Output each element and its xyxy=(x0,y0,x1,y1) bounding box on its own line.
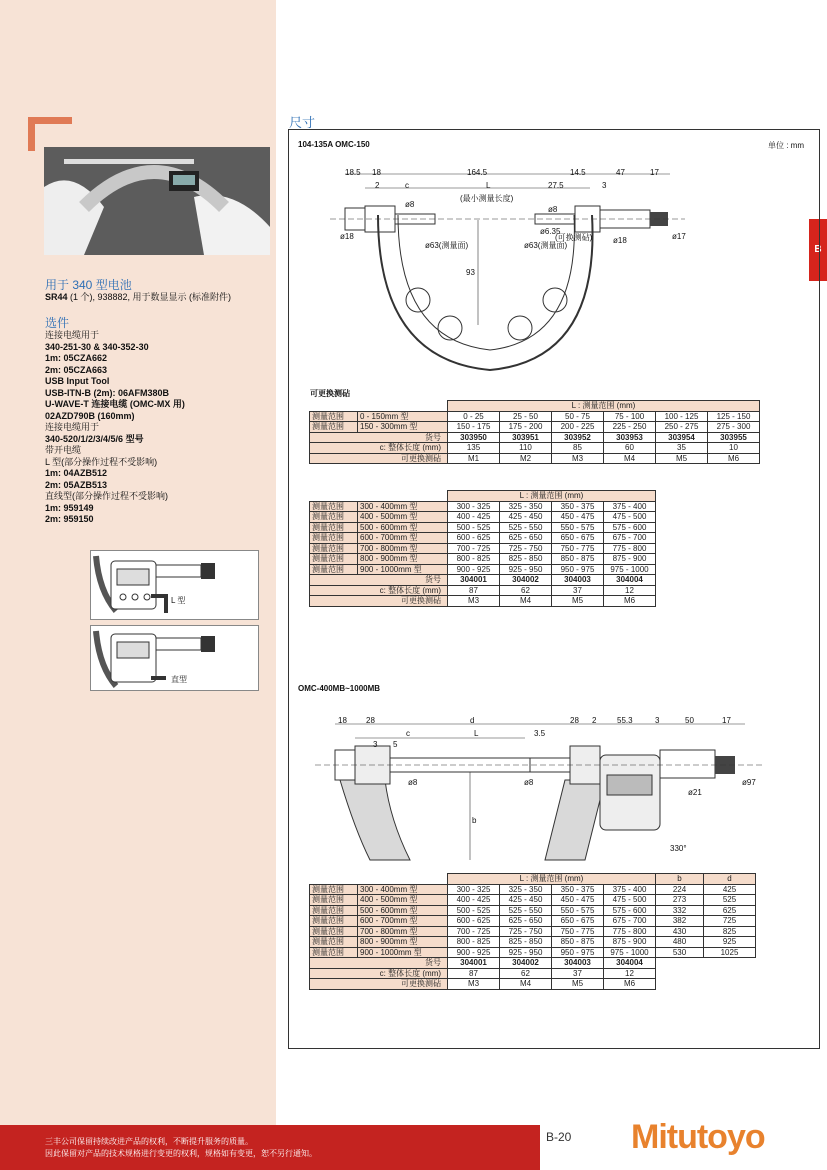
table-cell: 550 - 575 xyxy=(552,522,604,533)
table-cell: 775 - 800 xyxy=(604,926,656,937)
table-cell: M5 xyxy=(552,596,604,607)
row-label: 可更换测砧 xyxy=(310,453,448,464)
table-cell: 350 - 375 xyxy=(552,501,604,512)
option-line: USB-ITN-B (2m): 06AFM380B xyxy=(45,387,170,398)
table-cell: M3 xyxy=(448,596,500,607)
table-row xyxy=(310,432,760,443)
table-cell: M4 xyxy=(500,979,552,990)
table-cell: 304001 xyxy=(448,575,500,586)
diagram1-unit: 单位 : mm xyxy=(768,141,804,150)
row-label: 测量范围 xyxy=(310,422,358,433)
table-row xyxy=(310,958,756,969)
table-cell: 200 - 225 xyxy=(552,422,604,433)
row-label: 测量范围 xyxy=(310,564,358,575)
option-line: 1m: 959149 xyxy=(45,502,94,513)
table-cell: 60 xyxy=(604,443,656,454)
table-cell: M3 xyxy=(552,453,604,464)
row-range: 300 - 400mm 型 xyxy=(358,501,448,512)
table-row xyxy=(310,522,656,533)
table-cell: 675 - 700 xyxy=(604,533,656,544)
cable-thumbnail-straight xyxy=(90,625,259,691)
table-cell: 303951 xyxy=(500,432,552,443)
table-row xyxy=(310,554,656,565)
corner-mark xyxy=(28,117,72,151)
table-cell: 375 - 400 xyxy=(604,501,656,512)
table-cell xyxy=(310,874,358,885)
table-cell: 525 - 550 xyxy=(500,905,552,916)
table-cell: 825 xyxy=(704,926,756,937)
table-cell: 35 xyxy=(656,443,708,454)
table-cell: M6 xyxy=(604,596,656,607)
row-label: 测量范围 xyxy=(310,554,358,565)
row-range: 700 - 800mm 型 xyxy=(358,926,448,937)
table-cell: 750 - 775 xyxy=(552,926,604,937)
diagram2-model: OMC-400MB~1000MB xyxy=(298,684,381,693)
table-cell xyxy=(358,874,448,885)
table-cell: 273 xyxy=(656,895,704,906)
table-cell: M4 xyxy=(500,596,552,607)
product-photo xyxy=(44,147,270,255)
option-line: 340-251-30 & 340-352-30 xyxy=(45,341,149,352)
table-cell: 975 - 1000 xyxy=(604,947,656,958)
table-cell: 430 xyxy=(656,926,704,937)
table-cell: 975 - 1000 xyxy=(604,564,656,575)
row-range: 400 - 500mm 型 xyxy=(358,512,448,523)
diagram1-drawing xyxy=(290,160,810,385)
table-cell: 325 - 350 xyxy=(500,884,552,895)
table-cell: 475 - 500 xyxy=(604,895,656,906)
row-range: 500 - 600mm 型 xyxy=(358,522,448,533)
table-cell: 300 - 325 xyxy=(448,501,500,512)
table-row xyxy=(310,979,756,990)
row-range: 900 - 1000mm 型 xyxy=(358,564,448,575)
table-cell: 12 xyxy=(604,968,656,979)
table-cell: 575 - 600 xyxy=(604,522,656,533)
battery-text xyxy=(45,292,231,303)
row-label: 货号 xyxy=(310,958,448,969)
table-cell: 525 xyxy=(704,895,756,906)
table-cell: 87 xyxy=(448,968,500,979)
option-line: 2m: 05AZB513 xyxy=(45,479,108,490)
option-line: 2m: 05CZA663 xyxy=(45,364,108,375)
row-label: 测量范围 xyxy=(310,905,358,916)
row-label: 测量范围 xyxy=(310,411,358,422)
row-range: 900 - 1000mm 型 xyxy=(358,947,448,958)
footer-line-1: 三丰公司保留持续改进产品的权利，不断提升服务的质量。 xyxy=(45,1137,253,1146)
table-cell: 875 - 900 xyxy=(604,937,656,948)
inner-label-2: ø63(测量面) xyxy=(524,241,568,250)
battery-desc: (1 个), 938882, 用于数显显示 (标准附件) xyxy=(67,292,232,302)
table-row xyxy=(310,564,656,575)
row-label: c: 整体长度 (mm) xyxy=(310,443,448,454)
table-cell: 800 - 825 xyxy=(448,554,500,565)
table-cell: M2 xyxy=(500,453,552,464)
diagram2-drawing xyxy=(295,710,805,880)
table-cell: M6 xyxy=(708,453,760,464)
table-row xyxy=(310,926,756,937)
table-cell: 62 xyxy=(500,968,552,979)
inner-label-1: ø63(测量面) xyxy=(425,241,469,250)
table-row xyxy=(310,905,756,916)
row-range: 700 - 800mm 型 xyxy=(358,543,448,554)
section-title: 尺寸 xyxy=(289,115,316,130)
b-label: b xyxy=(472,816,477,825)
table-row xyxy=(310,947,756,958)
table-cell: 85 xyxy=(552,443,604,454)
row-range: 400 - 500mm 型 xyxy=(358,895,448,906)
row-label: 测量范围 xyxy=(310,533,358,544)
table-cell: 303954 xyxy=(656,432,708,443)
option-line: USB Input Tool xyxy=(45,376,110,386)
table-cell: M1 xyxy=(448,453,500,464)
table-row xyxy=(310,884,756,895)
table-cell: 625 xyxy=(704,905,756,916)
table-cell: 500 - 525 xyxy=(448,522,500,533)
table-cell: M4 xyxy=(604,453,656,464)
table-cell: 700 - 725 xyxy=(448,926,500,937)
option-line: 连接电缆用于 xyxy=(45,330,100,340)
table-row xyxy=(310,453,760,464)
row-range: 150 - 300mm 型 xyxy=(358,422,448,433)
table-cell: 925 - 950 xyxy=(500,564,552,575)
table-cell: 0 - 25 xyxy=(448,411,500,422)
table-header: L : 测量范围 (mm) xyxy=(448,874,656,885)
page-number: B-20 xyxy=(546,1130,572,1144)
table-cell: 10 xyxy=(708,443,760,454)
table-row xyxy=(310,543,656,554)
table-header: L : 测量范围 (mm) xyxy=(448,491,656,502)
row-range: 600 - 700mm 型 xyxy=(358,916,448,927)
anvil-table-150 xyxy=(309,400,760,464)
thumb1-label: L 型 xyxy=(171,596,186,605)
table-cell xyxy=(310,401,358,412)
row-label: 可更换测砧 xyxy=(310,979,448,990)
table-cell: 675 - 700 xyxy=(604,916,656,927)
battery-code: SR44 xyxy=(45,292,68,302)
table-row xyxy=(310,422,760,433)
table-row xyxy=(310,491,656,502)
table-cell: 500 - 525 xyxy=(448,905,500,916)
row-range: 800 - 900mm 型 xyxy=(358,554,448,565)
row-label: 可更换测砧 xyxy=(310,596,448,607)
table-cell: 304004 xyxy=(604,575,656,586)
row-range: 800 - 900mm 型 xyxy=(358,937,448,948)
table-row xyxy=(310,443,760,454)
table-cell: 275 - 300 xyxy=(708,422,760,433)
table-cell: 450 - 475 xyxy=(552,512,604,523)
table-header: b xyxy=(656,874,704,885)
angle-label: 330° xyxy=(670,844,687,853)
table-cell: 925 xyxy=(704,937,756,948)
table-cell: 62 xyxy=(500,585,552,596)
row-label: c: 整体长度 (mm) xyxy=(310,585,448,596)
table-cell: 775 - 800 xyxy=(604,543,656,554)
table-cell: 110 xyxy=(500,443,552,454)
row-label: 测量范围 xyxy=(310,947,358,958)
table-cell: 375 - 400 xyxy=(604,884,656,895)
table-cell: 224 xyxy=(656,884,704,895)
table-row xyxy=(310,411,760,422)
row-label: 测量范围 xyxy=(310,522,358,533)
table-row xyxy=(310,874,756,885)
table-cell: 625 - 650 xyxy=(500,916,552,927)
table-cell: 87 xyxy=(448,585,500,596)
table-cell: 950 - 975 xyxy=(552,947,604,958)
option-line: 连接电缆用于 xyxy=(45,422,100,432)
table-row xyxy=(310,968,756,979)
table-header: L : 测量范围 (mm) xyxy=(448,401,760,412)
table-cell: M6 xyxy=(604,979,656,990)
row-range: 0 - 150mm 型 xyxy=(358,411,448,422)
table-row xyxy=(310,596,656,607)
row-range: 600 - 700mm 型 xyxy=(358,533,448,544)
table-cell: 450 - 475 xyxy=(552,895,604,906)
table-header: d xyxy=(704,874,756,885)
option-line: U-WAVE-T 连接电缆 (OMC-MX 用) xyxy=(45,399,185,409)
option-line: 2m: 959150 xyxy=(45,514,94,524)
option-line: 1m: 04AZB512 xyxy=(45,468,108,478)
row-label: 测量范围 xyxy=(310,501,358,512)
table-cell: 925 - 950 xyxy=(500,947,552,958)
option-line: 带开电缆 xyxy=(45,445,82,455)
row-label: 测量范围 xyxy=(310,926,358,937)
table-cell: 300 - 325 xyxy=(448,884,500,895)
table-cell: 550 - 575 xyxy=(552,905,604,916)
anvil-table-1000 xyxy=(309,490,656,607)
table-row xyxy=(310,575,656,586)
mitutoyo-logo: Mitutoyo xyxy=(631,1118,765,1156)
table-cell: 303952 xyxy=(552,432,604,443)
options-heading: 选件 xyxy=(45,316,70,330)
table-cell: 250 - 275 xyxy=(656,422,708,433)
table-cell: 525 - 550 xyxy=(500,522,552,533)
table-cell: 700 - 725 xyxy=(448,543,500,554)
table-cell: 332 xyxy=(656,905,704,916)
table-cell: 825 - 850 xyxy=(500,937,552,948)
anvil-table-mb xyxy=(309,873,756,990)
table-cell: 12 xyxy=(604,585,656,596)
table-cell: M5 xyxy=(656,453,708,464)
row-label: 测量范围 xyxy=(310,937,358,948)
table-cell: 304003 xyxy=(552,575,604,586)
table-cell: 800 - 825 xyxy=(448,937,500,948)
table-cell xyxy=(358,491,448,502)
table-cell: 400 - 425 xyxy=(448,895,500,906)
table-cell: 304002 xyxy=(500,575,552,586)
table-cell xyxy=(358,401,448,412)
table-row xyxy=(310,916,756,927)
table-cell: 304002 xyxy=(500,958,552,969)
table-cell: 75 - 100 xyxy=(604,411,656,422)
table-cell: 303953 xyxy=(604,432,656,443)
table-row xyxy=(310,585,656,596)
table-row xyxy=(310,401,760,412)
table-cell: 303950 xyxy=(448,432,500,443)
row-range: 300 - 400mm 型 xyxy=(358,884,448,895)
inner-label-3: ø6.35 xyxy=(540,227,561,236)
table-cell xyxy=(310,491,358,502)
table-cell: 150 - 175 xyxy=(448,422,500,433)
option-line: 02AZD790B (160mm) xyxy=(45,410,135,421)
row-range: 500 - 600mm 型 xyxy=(358,905,448,916)
table-cell: 725 xyxy=(704,916,756,927)
table-cell: 325 - 350 xyxy=(500,501,552,512)
table-cell: 725 - 750 xyxy=(500,926,552,937)
thumb2-label: 直型 xyxy=(171,675,187,684)
table-cell: 382 xyxy=(656,916,704,927)
table-cell: 25 - 50 xyxy=(500,411,552,422)
table-cell: 530 xyxy=(656,947,704,958)
inner-label-4: (可换测砧) xyxy=(555,233,593,242)
table-cell: 425 - 450 xyxy=(500,895,552,906)
table-cell: 175 - 200 xyxy=(500,422,552,433)
diagram1-model: 104-135A OMC-150 xyxy=(298,140,370,149)
table-cell: 850 - 875 xyxy=(552,937,604,948)
row-label: 货号 xyxy=(310,575,448,586)
row-label: 测量范围 xyxy=(310,916,358,927)
table-cell: 475 - 500 xyxy=(604,512,656,523)
table-cell: 303955 xyxy=(708,432,760,443)
row-label: 测量范围 xyxy=(310,543,358,554)
table-cell: 1025 xyxy=(704,947,756,958)
table-cell: 125 - 150 xyxy=(708,411,760,422)
option-line: L 型(部分操作过程不受影响) xyxy=(45,456,158,467)
row-label: 货号 xyxy=(310,432,448,443)
row-label: 测量范围 xyxy=(310,895,358,906)
row-label: 测量范围 xyxy=(310,512,358,523)
table-cell: 425 xyxy=(704,884,756,895)
option-line: 340-520/1/2/3/4/5/6 型号 xyxy=(45,433,144,444)
table-row xyxy=(310,937,756,948)
table-cell: 900 - 925 xyxy=(448,564,500,575)
table-cell: 875 - 900 xyxy=(604,554,656,565)
table-cell: 825 - 850 xyxy=(500,554,552,565)
option-line: 直线型(部分操作过程不受影响) xyxy=(45,491,168,501)
table-cell: 480 xyxy=(656,937,704,948)
table-cell: 575 - 600 xyxy=(604,905,656,916)
row-label: 测量范围 xyxy=(310,884,358,895)
table-cell: 37 xyxy=(552,585,604,596)
table-cell: 750 - 775 xyxy=(552,543,604,554)
table-cell: 900 - 925 xyxy=(448,947,500,958)
table-row xyxy=(310,533,656,544)
table-cell: 850 - 875 xyxy=(552,554,604,565)
table-cell: 135 xyxy=(448,443,500,454)
footer-line-2: 因此保留对产品的技术规格进行变更的权利，规格如有变更，恕不另行通知。 xyxy=(45,1149,317,1158)
table-cell: 37 xyxy=(552,968,604,979)
table-cell: 304004 xyxy=(604,958,656,969)
table-cell: 950 - 975 xyxy=(552,564,604,575)
table-row xyxy=(310,501,656,512)
table-cell: 725 - 750 xyxy=(500,543,552,554)
table-cell: 400 - 425 xyxy=(448,512,500,523)
table-cell: 304003 xyxy=(552,958,604,969)
battery-heading: 用于 340 型电池 xyxy=(45,278,132,292)
table-row xyxy=(310,895,756,906)
option-line: 1m: 05CZA662 xyxy=(45,353,108,363)
table-cell: 50 - 75 xyxy=(552,411,604,422)
min-length-label: (最小测量长度) xyxy=(460,194,514,203)
section-tab-b[interactable]: B xyxy=(809,219,827,281)
table-cell: 425 - 450 xyxy=(500,512,552,523)
table-cell: 350 - 375 xyxy=(552,884,604,895)
table-cell: 650 - 675 xyxy=(552,533,604,544)
table-cell: 600 - 625 xyxy=(448,533,500,544)
row-label: c: 整体长度 (mm) xyxy=(310,968,448,979)
table-cell: 650 - 675 xyxy=(552,916,604,927)
table-cell: 600 - 625 xyxy=(448,916,500,927)
table-cell: 625 - 650 xyxy=(500,533,552,544)
table1-caption: 可更换测砧 xyxy=(310,389,350,398)
cable-thumbnail-l-type xyxy=(90,550,259,620)
table-cell: 100 - 125 xyxy=(656,411,708,422)
table-row xyxy=(310,512,656,523)
table-cell: 304001 xyxy=(448,958,500,969)
table-cell: 225 - 250 xyxy=(604,422,656,433)
table-cell: M5 xyxy=(552,979,604,990)
table-cell: M3 xyxy=(448,979,500,990)
